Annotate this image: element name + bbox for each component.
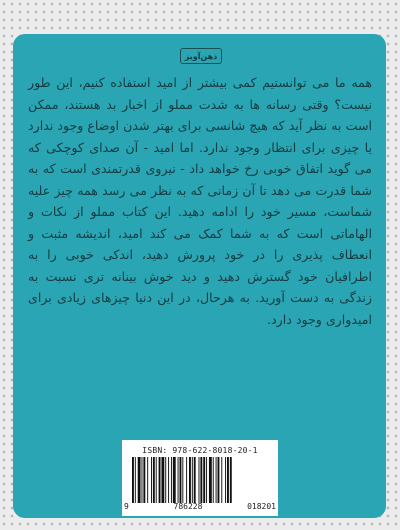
barcode-bar (227, 457, 229, 503)
barcode-bar (221, 457, 222, 503)
barcode-digits-right: 018201 (247, 502, 276, 511)
barcode-bar (186, 457, 187, 503)
barcode-bar (165, 457, 166, 503)
barcode-bar (178, 457, 179, 503)
barcode-bar (135, 457, 136, 503)
barcode-bar (203, 457, 205, 503)
isbn-label: ISBN: 978-622-8018-20-1 (142, 446, 258, 455)
barcode-bar (173, 457, 176, 503)
barcode-bar (192, 457, 193, 503)
barcode-digit-lead: 9 (124, 502, 129, 511)
back-cover-blurb (28, 72, 372, 330)
isbn-barcode (122, 440, 278, 516)
barcode-bar (182, 457, 183, 503)
barcode-bar (147, 457, 148, 503)
barcode-bar (225, 457, 226, 503)
barcode-bar (142, 457, 143, 503)
barcode-bar (209, 457, 212, 503)
barcode-bar (153, 457, 155, 503)
barcode-bar (216, 457, 217, 503)
barcode-digits (124, 502, 276, 511)
barcode-bar (168, 457, 169, 503)
blurb-paragraph: همه ما می توانستیم کمی بیشتر از امید استفاده کنیم، این طور نیست؟ وقتی رسانه ها به شدت مملو از اخبار بد هستند، ممکن است به نظر آید که هیچ شانسی برای بهتر شدن اوضاع وجود ندارد یا چیزی برای انتظار وجود ندارد. اما امید - آن صدای کوچکی که می گوید اتفاق خوبی رخ خواهد داد - نیروی قدرتمندی است که به شما قدرت می دهد تا آن زمانی که به نظر می رسد همه چیز علیه شماست، مسیر خود را ادامه دهید. این کتاب مملو از نکات و الهاماتی است که به شما کمک می کند امید، اندیشه مثبت و انعطاف پذیری را در خود پرورش دهید، اندکی خوبی را به اطرافیان خود گسترش دهید و دید خوش بینانه تری نسبت به زندگی به دست آورید. به هرحال، در این دنیا چیزهای زیادی برای امیدواری وجود دارد. (28, 75, 372, 327)
barcode-bar (180, 457, 182, 503)
barcode-bar (206, 457, 207, 503)
barcode-bar (200, 457, 202, 503)
barcode-bar (189, 457, 191, 503)
barcode-bar (143, 457, 145, 503)
barcode-bar (159, 457, 161, 503)
publisher-logo (180, 48, 222, 64)
barcode-bar (194, 457, 196, 503)
barcode-bar (151, 457, 152, 503)
barcode-bar (218, 457, 220, 503)
barcode-digits-left: 786228 (173, 502, 203, 511)
publisher-logo-text: ذهن‌آویز (184, 51, 218, 61)
barcode-bar (132, 457, 134, 503)
barcode-bar (138, 457, 141, 503)
barcode-bar (199, 457, 200, 503)
barcode-bar (230, 457, 232, 503)
barcode-bar (156, 457, 157, 503)
barcode-bars-icon (130, 457, 270, 503)
barcode-bar (161, 457, 164, 503)
barcode-bar (213, 457, 214, 503)
barcode-bar (171, 457, 172, 503)
